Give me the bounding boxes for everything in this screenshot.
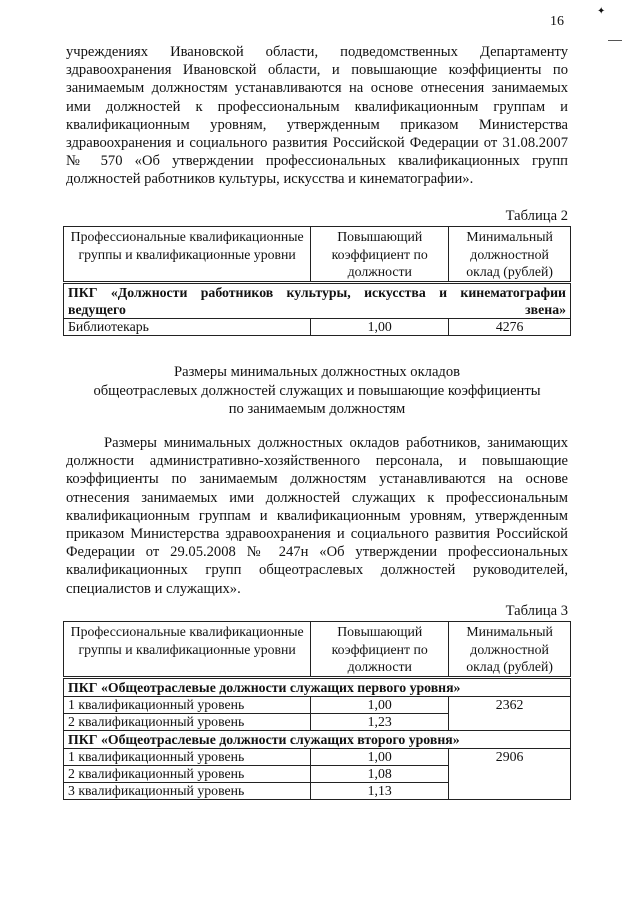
row-coef: 1,00	[311, 318, 449, 335]
row-coef: 1,13	[311, 782, 449, 799]
table-header-row	[64, 227, 571, 283]
table-3	[63, 621, 571, 800]
header-salary: Минимальный должностной оклад (рублей)	[449, 622, 571, 678]
page-number: 16	[550, 14, 564, 29]
header-group: Профессиональные квалификационные группы и квалификационные уровни	[64, 227, 311, 283]
paragraph-intro: учреждениях Ивановской области, подведомственных Департаменту здравоохранения Ивановской области, и повышающие коэффициенты по занимаемым должностям устанавливаются на основе отнесения занимаемых ими должностей к профессиональным квалификационным группам и квалификационным уровням, утвержденным приказом Министерства здравоохранения и социального развития Российской Федерации от 31.08.2007 № 570 «Об утверждении профессиональных квалификационных групп должностей работников культуры, искусства и кинематографии».	[66, 44, 568, 188]
heading-line-3: по занимаемым должностям	[228, 401, 406, 417]
row-coef: 1,00	[311, 696, 449, 713]
row-salary: 4276	[449, 318, 571, 335]
row-coef: 1,23	[311, 713, 449, 730]
group-row	[64, 677, 571, 696]
table-header-row	[64, 622, 571, 678]
group-row	[64, 282, 571, 318]
header-coef: Повышающий коэффициент по должности	[311, 227, 449, 283]
scan-mark: ✦	[597, 6, 606, 17]
heading-line-2: общеотраслевых должностей служащих и повышающие коэффициенты	[93, 382, 541, 399]
table-row	[64, 696, 571, 713]
row-salary: 2906	[449, 748, 571, 799]
paragraph-main: Размеры минимальных должностных окладов работников, занимающих должности административно-хозяйственного персонала, и повышающие коэффициенты по занимаемым должностям устанавливаются на основе отнесения занимаемых ими должностей служащих к профессиональным квалификационным группам и квалификационным уровням, утвержденным приказом Министерства здравоохранения и социального развития Российской Федерации от 29.05.2008 № 247н «Об утверждении профессиональных квалификационных групп общеотраслевых должностей руководителей, специалистов и служащих».	[66, 435, 568, 597]
row-name: 1 квалификационный уровень	[64, 696, 311, 713]
row-name: Библиотекарь	[64, 318, 311, 335]
table-row	[64, 318, 571, 335]
scan-mark-line	[608, 40, 622, 41]
row-name: 3 квалификационный уровень	[64, 782, 311, 799]
header-salary: Минимальный должностной оклад (рублей)	[449, 227, 571, 283]
table3-label: Таблица 3	[505, 603, 568, 619]
row-coef: 1,08	[311, 765, 449, 782]
group-row	[64, 730, 571, 748]
row-coef: 1,00	[311, 748, 449, 765]
table-row	[64, 748, 571, 765]
row-salary: 2362	[449, 696, 571, 730]
table-2	[63, 226, 571, 336]
row-name: 2 квалификационный уровень	[64, 713, 311, 730]
heading-line-1: Размеры минимальных должностных окладов	[173, 364, 461, 380]
section-heading	[66, 363, 568, 419]
header-coef: Повышающий коэффициент по должности	[311, 622, 449, 678]
row-name: 2 квалификационный уровень	[64, 765, 311, 782]
table2-label: Таблица 2	[505, 208, 568, 224]
group-title: ПКГ «Общеотраслевые должности служащих первого уровня»	[64, 677, 571, 696]
group-title: ПКГ «Общеотраслевые должности служащих второго уровня»	[64, 730, 571, 748]
row-name: 1 квалификационный уровень	[64, 748, 311, 765]
group-title: ПКГ «Должности работников культуры, искусства и кинематографии ведущего звена»	[64, 282, 571, 318]
header-group: Профессиональные квалификационные группы и квалификационные уровни	[64, 622, 311, 678]
